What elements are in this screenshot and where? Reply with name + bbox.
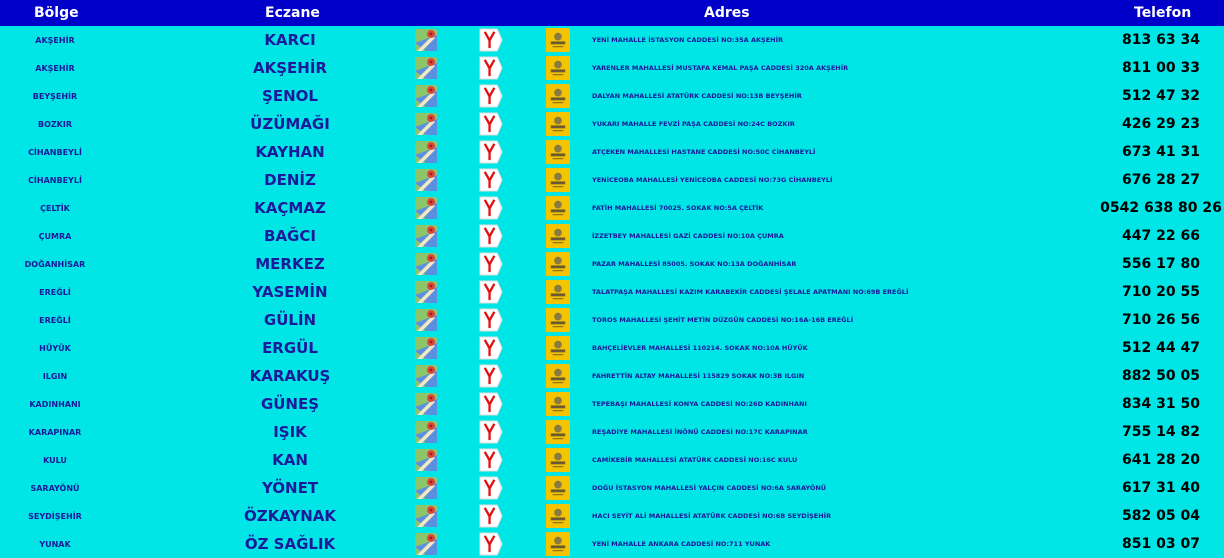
bolge-cell: KADINHANI [29,399,81,409]
eczane-cell: KAN [272,451,308,469]
table-row [0,474,1224,502]
eczane-cell: DENİZ [264,171,316,189]
konya-eczaci-odasi-icon[interactable] [546,110,571,138]
konya-eczaci-odasi-icon[interactable] [546,194,571,222]
yandex-maps-icon[interactable] [479,334,504,362]
konya-eczaci-odasi-icon[interactable] [546,250,571,278]
table-row [0,278,1224,306]
yandex-maps-icon[interactable] [479,222,504,250]
adres-cell: DOĞU İSTASYON MAHALLESİ YALÇIN CADDESİ NO:6A SARAYÖNÜ [592,484,827,492]
table-row [0,250,1224,278]
table-row [0,110,1224,138]
yandex-maps-icon[interactable] [479,362,504,390]
table-row [0,222,1224,250]
google-maps-icon[interactable] [414,82,438,110]
adres-cell: FAHRETTİN ALTAY MAHALLESİ 115829 SOKAK NO:3B ILGIN [592,372,805,380]
eczane-cell: YASEMİN [252,283,328,301]
eczane-cell: BAĞCI [264,227,316,245]
yandex-maps-icon[interactable] [479,250,504,278]
table-row [0,390,1224,418]
adres-cell: TEPEBAŞI MAHALLESİ KONYA CADDESİ NO:26D KADINHANI [592,400,807,408]
telefon-cell: 447 22 66 [1122,228,1200,244]
table-row [0,54,1224,82]
bolge-cell: EREĞLİ [39,287,71,297]
google-maps-icon[interactable] [414,418,438,446]
table-row [0,334,1224,362]
telefon-cell: 556 17 80 [1122,256,1200,272]
telefon-cell: 813 63 34 [1122,32,1200,48]
eczane-cell: GÜNEŞ [260,395,320,413]
konya-eczaci-odasi-icon[interactable] [546,446,571,474]
yandex-maps-icon[interactable] [479,278,504,306]
table-row [0,82,1224,110]
eczane-cell: IŞIK [273,423,307,441]
yandex-maps-icon[interactable] [479,26,504,54]
telefon-cell: 834 31 50 [1122,396,1200,412]
eczane-cell: ŞENOL [262,87,318,105]
eczane-cell: KARCI [264,31,316,49]
eczane-cell: KAÇMAZ [254,199,326,217]
header-eczane: Eczane [265,5,320,21]
google-maps-icon[interactable] [414,306,438,334]
telefon-cell: 512 47 32 [1122,88,1200,104]
bolge-cell: KARAPINAR [28,427,82,437]
konya-eczaci-odasi-icon[interactable] [546,222,571,250]
adres-cell: YENİ MAHALLE ANKARA CADDESİ NO:711 YUNAK [592,540,771,548]
yandex-maps-icon[interactable] [479,110,504,138]
telefon-cell: 851 03 07 [1122,536,1200,552]
adres-cell: YENİCEOBA MAHALLESİ YENİCEOBA CADDESİ NO:73G CİHANBEYLİ [592,176,833,184]
konya-eczaci-odasi-icon[interactable] [546,418,571,446]
adres-cell: İZZETBEY MAHALLESİ GAZİ CADDESİ NO:10A ÇUMRA [592,232,784,240]
yandex-maps-icon[interactable] [479,502,504,530]
bolge-cell: KULU [43,455,67,465]
telefon-cell: 676 28 27 [1122,172,1200,188]
adres-cell: TOROS MAHALLESİ ŞEHİT METİN DÜZGÜN CADDESİ NO:16A-16B EREĞLİ [592,316,854,324]
table-row [0,138,1224,166]
adres-cell: PAZAR MAHALLESİ 85005. SOKAK NO:13A DOĞANHİSAR [592,260,797,268]
adres-cell: FATİH MAHALLESİ 70025. SOKAK NO:5A ÇELTİK [592,204,764,212]
pharmacy-table [0,26,1224,558]
konya-eczaci-odasi-icon[interactable] [546,502,571,530]
konya-eczaci-odasi-icon[interactable] [546,334,571,362]
yandex-maps-icon[interactable] [479,446,504,474]
eczane-cell: ERGÜL [262,339,318,357]
adres-cell: YUKARI MAHALLE FEVZİ PAŞA CADDESİ NO:24C BOZKIR [592,120,795,128]
bolge-cell: ÇELTİK [40,203,70,213]
google-maps-icon[interactable] [414,502,438,530]
table-row [0,26,1224,54]
adres-cell: BAHÇELİEVLER MAHALLESİ 110214. SOKAK NO:10A HÜYÜK [592,344,808,352]
bolge-cell: BOZKIR [37,119,73,129]
google-maps-icon[interactable] [414,474,438,502]
adres-cell: TALATPAŞA MAHALLESİ KAZIM KARABEKİR CADDESİ ŞELALE APATMANI NO:69B EREĞLİ [592,288,909,296]
bolge-cell: BEYŞEHİR [32,91,78,101]
bolge-cell: AKŞEHİR [35,63,75,73]
bolge-cell: SEYDİŞEHİR [28,511,82,521]
telefon-cell: 617 31 40 [1122,480,1200,496]
yandex-maps-icon[interactable] [479,474,504,502]
google-maps-icon[interactable] [414,390,438,418]
google-maps-icon[interactable] [414,138,438,166]
telefon-cell: 710 20 55 [1122,284,1200,300]
adres-cell: ATÇEKEN MAHALLESİ HASTANE CADDESİ NO:50C CİHANBEYLİ [592,148,816,156]
konya-eczaci-odasi-icon[interactable] [546,82,571,110]
bolge-cell: EREĞLİ [39,315,71,325]
bolge-cell: CİHANBEYLİ [28,147,82,157]
header-adres: Adres [704,5,750,21]
adres-cell: YARENLER MAHALLESİ MUSTAFA KEMAL PAŞA CADDESİ 320A AKŞEHİR [592,64,849,72]
bolge-cell: HÜYÜK [39,343,71,353]
header-telefon: Telefon [1134,5,1192,21]
table-row [0,362,1224,390]
eczane-cell: MERKEZ [255,255,325,273]
eczane-cell: YÖNET [261,479,319,497]
eczane-cell: ÖZ SAĞLIK [244,535,336,553]
konya-eczaci-odasi-icon[interactable] [546,474,571,502]
adres-cell: REŞADİYE MAHALLESİ İNÖNÜ CADDESİ NO:17C KARAPINAR [592,428,808,436]
adres-cell: DALYAN MAHALLESİ ATATÜRK CADDESİ NO:13B BEYŞEHİR [592,92,802,100]
konya-eczaci-odasi-icon[interactable] [546,306,571,334]
yandex-maps-icon[interactable] [479,390,504,418]
bolge-cell: ILGIN [42,371,68,381]
telefon-cell: 0542 638 80 26 [1100,200,1222,216]
telefon-cell: 755 14 82 [1122,424,1200,440]
konya-eczaci-odasi-icon[interactable] [546,362,571,390]
google-maps-icon[interactable] [414,334,438,362]
google-maps-icon[interactable] [414,250,438,278]
google-maps-icon[interactable] [414,446,438,474]
table-row [0,418,1224,446]
google-maps-icon[interactable] [414,54,438,82]
eczane-cell: ÜZÜMAĞI [250,115,330,133]
header-bolge: Bölge [34,5,79,21]
eczane-cell: GÜLİN [263,311,317,329]
yandex-maps-icon[interactable] [479,194,504,222]
bolge-cell: AKŞEHİR [35,35,75,45]
eczane-cell: KARAKUŞ [249,367,331,385]
bolge-cell: SARAYÖNÜ [30,483,80,493]
google-maps-icon[interactable] [414,222,438,250]
yandex-maps-icon[interactable] [479,54,504,82]
yandex-maps-icon[interactable] [479,418,504,446]
adres-cell: CAMİKEBİR MAHALLESİ ATATÜRK CADDESİ NO:16C KULU [592,456,798,464]
yandex-maps-icon[interactable] [479,82,504,110]
yandex-maps-icon[interactable] [479,166,504,194]
konya-eczaci-odasi-icon[interactable] [546,26,571,54]
telefon-cell: 673 41 31 [1122,144,1200,160]
table-row [0,166,1224,194]
adres-cell: YENİ MAHALLE İSTASYON CADDESİ NO:35A AKŞEHİR [592,36,784,44]
telefon-cell: 710 26 56 [1122,312,1200,328]
table-row [0,446,1224,474]
google-maps-icon[interactable] [414,166,438,194]
telefon-cell: 512 44 47 [1122,340,1200,356]
telefon-cell: 811 00 33 [1122,60,1200,76]
bolge-cell: YUNAK [39,539,71,549]
konya-eczaci-odasi-icon[interactable] [546,138,571,166]
table-row [0,306,1224,334]
eczane-cell: ÖZKAYNAK [243,507,337,525]
google-maps-icon[interactable] [414,26,438,54]
bolge-cell: ÇUMRA [38,231,72,241]
eczane-cell: KAYHAN [255,143,325,161]
konya-eczaci-odasi-icon[interactable] [546,278,571,306]
bolge-cell: CİHANBEYLİ [28,175,82,185]
table-row [0,194,1224,222]
yandex-maps-icon[interactable] [479,138,504,166]
eczane-cell: AKŞEHİR [253,59,327,77]
google-maps-icon[interactable] [414,194,438,222]
telefon-cell: 641 28 20 [1122,452,1200,468]
google-maps-icon[interactable] [414,110,438,138]
telefon-cell: 882 50 05 [1122,368,1200,384]
konya-eczaci-odasi-icon[interactable] [546,166,571,194]
yandex-maps-icon[interactable] [479,306,504,334]
adres-cell: HACI SEYİT ALİ MAHALLESİ ATATÜRK CADDESİ NO:6B SEYDİŞEHİR [592,512,832,520]
bolge-cell: DOĞANHİSAR [24,259,86,269]
table-row [0,502,1224,530]
konya-eczaci-odasi-icon[interactable] [546,54,571,82]
telefon-cell: 426 29 23 [1122,116,1200,132]
telefon-cell: 582 05 04 [1122,508,1200,524]
table-header [0,0,1224,26]
konya-eczaci-odasi-icon[interactable] [546,390,571,418]
google-maps-icon[interactable] [414,278,438,306]
google-maps-icon[interactable] [414,362,438,390]
